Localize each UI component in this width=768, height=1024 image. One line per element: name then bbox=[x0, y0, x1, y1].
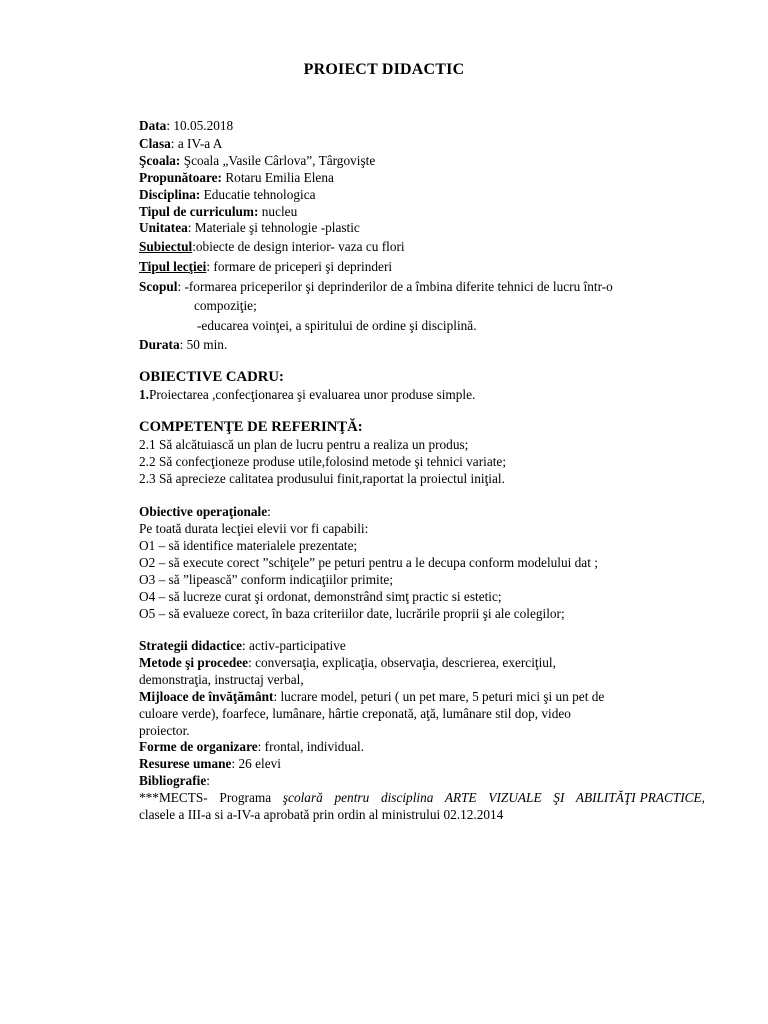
field-value: : lucrare model, peturi ( un pet mare, 5 peturi mici şi un pet de bbox=[273, 689, 605, 704]
field-label: Tipul de curriculum: bbox=[139, 204, 259, 219]
field-value: obiecte de design interior- vaza cu flori bbox=[195, 239, 405, 254]
field-value: : conversaţia, explicaţia, observaţia, descrierea, exerciţiul, bbox=[248, 655, 556, 670]
field-propunatoare bbox=[139, 169, 334, 186]
field-metode bbox=[139, 654, 556, 671]
item-text: Proiectarea ,confecţionarea şi evaluarea unor produse simple. bbox=[148, 387, 476, 402]
metode-line-2: demonstraţia, instructaj verbal, bbox=[139, 672, 304, 687]
field-label: Tipul lecţiei bbox=[139, 259, 207, 274]
mijloace-line-3: proiector. bbox=[139, 723, 190, 738]
field-sep: : bbox=[187, 220, 195, 235]
field-scopul bbox=[139, 278, 613, 295]
field-scoala bbox=[139, 152, 375, 169]
obiectiv-cadru-item bbox=[139, 386, 475, 403]
scop-line-1: : -formarea priceperilor şi deprinderilor de a îmbina diferite tehnici de lucru într-o bbox=[177, 279, 613, 294]
section-heading-obiective-operationale bbox=[139, 503, 271, 520]
field-value: formare de priceperi şi deprinderi bbox=[213, 259, 393, 274]
section-heading-competente: COMPETENŢE DE REFERINŢĂ: bbox=[139, 419, 363, 435]
mijloace-line-2: culoare verde), foarfece, lumânare, hârtie creponată, aţă, lumânare stil dop, video bbox=[139, 706, 571, 721]
field-subiectul bbox=[139, 238, 405, 255]
field-label: Metode şi procedee bbox=[139, 655, 249, 670]
heading-colon: : bbox=[267, 504, 271, 519]
heading-colon: : bbox=[206, 773, 210, 788]
heading-text: Obiective operaţionale bbox=[139, 504, 268, 519]
field-value: a IV-a A bbox=[177, 136, 223, 151]
field-label: Strategii didactice bbox=[139, 638, 243, 653]
field-label: Scopul bbox=[139, 279, 178, 294]
field-unitatea bbox=[139, 219, 360, 236]
item-number: 1. bbox=[139, 387, 149, 402]
obiective-intro: Pe toată durata lecţiei elevii vor fi capabili: bbox=[139, 521, 369, 536]
obiectiv-operational-item: O2 – să execute corect ”schiţele” pe peturi pentru a le decupa conform modelului dat ; bbox=[139, 555, 598, 570]
scop-line-3: -educarea voinţei, a spiritului de ordine şi disciplină. bbox=[197, 318, 477, 333]
field-label: Resurese umane bbox=[139, 756, 232, 771]
field-clasa bbox=[139, 135, 222, 152]
obiectiv-operational-item: O4 – să lucreze curat şi ordonat, demonstrând simţ practic si estetic; bbox=[139, 589, 502, 604]
field-value: nucleu bbox=[261, 204, 298, 219]
field-label: Propunătoare: bbox=[139, 170, 222, 185]
field-label: Mijloace de învăţământ bbox=[139, 689, 274, 704]
field-tipul-lectiei bbox=[139, 258, 392, 275]
competenta-item: 2.1 Să alcătuiască un plan de lucru pentru a realiza un produs; bbox=[139, 437, 469, 452]
field-value: Educatie tehnologica bbox=[203, 187, 316, 202]
field-mijloace bbox=[139, 688, 604, 705]
field-label: Şcoala: bbox=[139, 153, 181, 168]
obiectiv-operational-item: O1 – să identifice materialele prezentate; bbox=[139, 538, 358, 553]
field-data bbox=[139, 117, 233, 134]
field-label: Forme de organizare bbox=[139, 739, 258, 754]
field-value: : 26 elevi bbox=[231, 756, 281, 771]
field-sep: : bbox=[166, 118, 174, 133]
field-label: Durata bbox=[139, 337, 180, 352]
field-label: Subiectul bbox=[139, 239, 193, 254]
field-disciplina bbox=[139, 186, 316, 203]
field-value: Şcoala „Vasile Cârlova”, Târgovişte bbox=[183, 153, 376, 168]
field-value: : 50 min. bbox=[179, 337, 228, 352]
obiectiv-operational-item: O5 – să evalueze corect, în baza criteriilor date, lucrările proprii şi ale colegilor; bbox=[139, 606, 565, 621]
field-strategii bbox=[139, 637, 346, 654]
field-value: Rotaru Emilia Elena bbox=[225, 170, 334, 185]
field-label: Data bbox=[139, 118, 167, 133]
biblio-title: şcolară pentru disciplina ARTE VIZUALE ŞI ABILITĂŢI PRACTICE bbox=[282, 790, 702, 805]
field-label: Clasa bbox=[139, 136, 171, 151]
field-resurse-umane bbox=[139, 755, 281, 772]
field-sep: : bbox=[170, 136, 178, 151]
bibliografie-entry bbox=[139, 789, 709, 823]
field-value: : frontal, individual. bbox=[257, 739, 365, 754]
competenta-item: 2.2 Să confecţioneze produse utile,folosind metode şi tehnici variate; bbox=[139, 454, 507, 469]
biblio-prefix: ***MECTS- Programa bbox=[139, 790, 283, 805]
field-value: Materiale şi tehnologie -plastic bbox=[194, 220, 360, 235]
competenta-item: 2.3 Să aprecieze calitatea produsului finit,raportat la proiectul iniţial. bbox=[139, 471, 505, 486]
field-sep: : bbox=[192, 239, 196, 254]
field-label: Unitatea bbox=[139, 220, 188, 235]
field-label: Bibliografie bbox=[139, 773, 207, 788]
section-heading-obiective-cadru: OBIECTIVE CADRU: bbox=[139, 369, 284, 385]
field-durata bbox=[139, 336, 227, 353]
biblio-suffix: , clasele a III-a si a-IV-a aprobată prin ordin al ministrului 02.12.2014 bbox=[139, 790, 709, 822]
field-bibliografie bbox=[139, 772, 210, 789]
field-value: : activ-participative bbox=[242, 638, 346, 653]
scop-line-2: compoziţie; bbox=[194, 298, 257, 313]
field-label: Disciplina: bbox=[139, 187, 201, 202]
field-sep: : bbox=[206, 259, 214, 274]
field-value: 10.05.2018 bbox=[173, 118, 234, 133]
document-title: PROIECT DIDACTIC bbox=[303, 61, 465, 78]
obiectiv-operational-item: O3 – să ”lipească” conform indicaţiilor primite; bbox=[139, 572, 394, 587]
field-forme-organizare bbox=[139, 738, 364, 755]
field-tip-curriculum bbox=[139, 203, 297, 220]
